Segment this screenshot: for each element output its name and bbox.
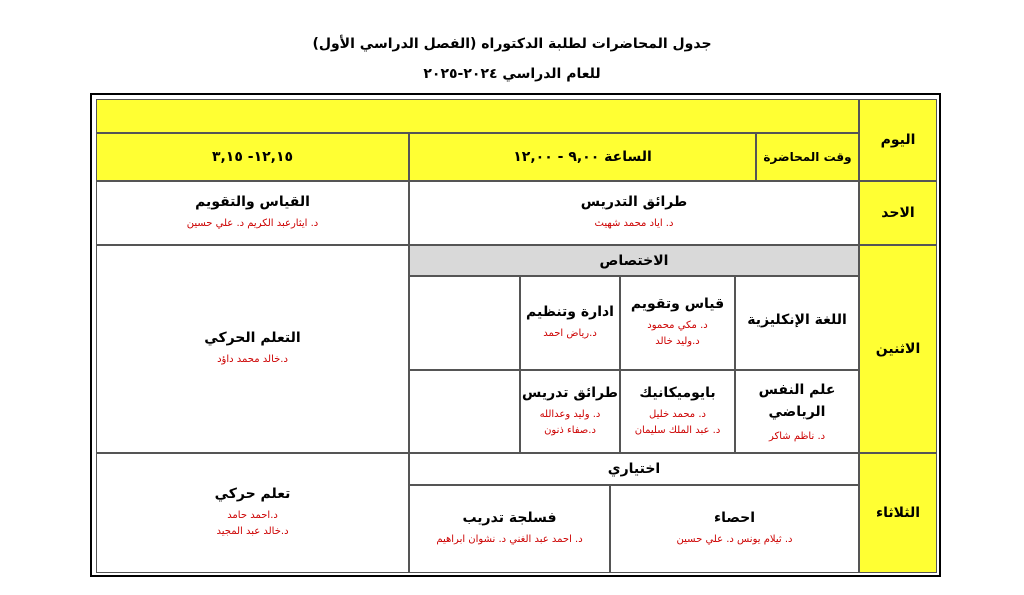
monday-empty bbox=[409, 370, 520, 453]
table-top-band bbox=[96, 99, 859, 133]
tuesday-statistics bbox=[610, 485, 859, 573]
subject: طرائق التدريس bbox=[580, 194, 688, 210]
monday-teaching-methods bbox=[520, 370, 620, 453]
teacher: د. ناظم شاكر bbox=[768, 430, 826, 442]
day-monday bbox=[859, 245, 937, 453]
teacher: د.خالد عبد المجيد bbox=[216, 526, 289, 537]
teacher: د. احمد عبد الغني د. نشوان ابراهيم bbox=[436, 534, 583, 545]
day-tuesday bbox=[859, 453, 937, 573]
sunday-slot2 bbox=[96, 181, 409, 245]
teacher: د. اياد محمد شهيث bbox=[594, 218, 674, 229]
slot2-label: ١٢,١٥- ٣,١٥ bbox=[211, 149, 294, 165]
teacher: د. ايثارعبد الكريم د. علي حسين bbox=[186, 218, 319, 229]
subject: فسلجة تدريب bbox=[462, 510, 557, 526]
teacher: د.صفاء ذنون bbox=[544, 424, 596, 436]
subject: التعلم الحركي bbox=[204, 330, 301, 346]
day-column-header bbox=[859, 99, 937, 181]
subject: علم النفس الرياضي bbox=[758, 381, 836, 420]
specialization-label: الاختصاص bbox=[599, 252, 669, 269]
subject: تعلم حركي bbox=[214, 486, 291, 502]
elective-header bbox=[409, 453, 859, 485]
teacher: د.خالد محمد داؤد bbox=[217, 354, 288, 365]
subject: اللغة الإنكليزية bbox=[747, 312, 847, 328]
tuesday-training-physiology bbox=[409, 485, 610, 573]
day-sunday bbox=[859, 181, 937, 245]
sunday-slot1 bbox=[409, 181, 859, 245]
monday-empty bbox=[409, 276, 520, 370]
monday-english bbox=[735, 276, 859, 370]
teacher: د. ثيلام يونس د. علي حسين bbox=[676, 534, 793, 545]
teacher: د. محمد خليل bbox=[649, 408, 706, 420]
lecture-time-label: وقت المحاضرة bbox=[763, 150, 852, 164]
specialization-header bbox=[409, 245, 859, 276]
monday-sports-psychology bbox=[735, 370, 859, 453]
teacher: د.وليد خالد bbox=[655, 336, 700, 347]
subject: احصاء bbox=[713, 510, 756, 526]
slot2-header bbox=[96, 133, 409, 181]
monday-measurement bbox=[620, 276, 735, 370]
teacher: د. وليد وعدالله bbox=[539, 408, 601, 420]
tuesday-slot2 bbox=[96, 453, 409, 573]
teacher: د.احمد حامد bbox=[227, 510, 278, 521]
subject: ادارة وتنظيم bbox=[526, 304, 614, 320]
slot1-label: الساعة ٩,٠٠ - ١٢,٠٠ bbox=[513, 149, 652, 165]
elective-label: اختياري bbox=[607, 461, 661, 477]
teacher: د. عبد الملك سليمان bbox=[634, 424, 721, 436]
monday-slot2 bbox=[96, 245, 409, 453]
subject: قياس وتقويم bbox=[630, 296, 725, 312]
day-label: الاحد bbox=[881, 205, 915, 221]
schedule-table bbox=[90, 93, 941, 577]
day-header-label: اليوم bbox=[880, 132, 916, 148]
slot1-header bbox=[409, 133, 756, 181]
subject: طرائق تدريس bbox=[522, 384, 618, 401]
monday-biomechanics bbox=[620, 370, 735, 453]
lecture-time-header bbox=[756, 133, 859, 181]
day-label: الثلاثاء bbox=[875, 505, 921, 521]
day-label: الاثنين bbox=[875, 341, 921, 357]
subject: القياس والتقويم bbox=[195, 194, 310, 210]
page-title: جدول المحاضرات لطلبة الدكتوراه (الفصل الدراسي الأول) bbox=[312, 36, 712, 52]
teacher: د.رياض احمد bbox=[543, 328, 597, 339]
academic-year: للعام الدراسي ٢٠٢٤-٢٠٢٥ bbox=[423, 66, 601, 82]
monday-administration bbox=[520, 276, 620, 370]
teacher: د. مكي محمود bbox=[647, 320, 708, 331]
subject: بايوميكانيك bbox=[639, 384, 716, 401]
